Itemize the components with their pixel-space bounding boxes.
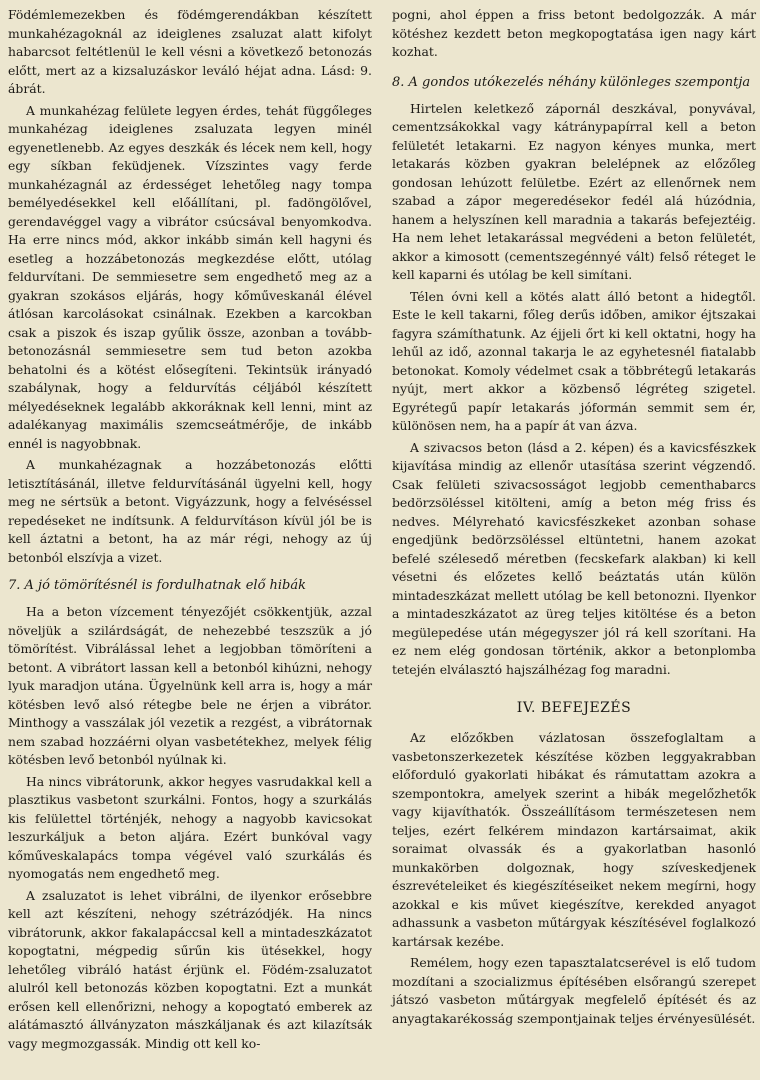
paragraph: Födémlemezekben és födémgerendákban készített munkahézagoknál az ideiglenes zsaluzat alatt kifolyt habarcsot feltétlenül le kell vésni a következő betonozás előtt, mert az a kizsaluzáskor leváló héjat adna. Lásd: 9. ábrát. — [8, 7, 372, 96]
right-column — [392, 6, 756, 1080]
paragraph: Hirtelen keletkező zápornál deszkával, ponyvával, cementzsákokkal vagy kátránypapírral kell a beton felületét letakarni. Ez nagyon kényes munka, mert letakarás közben gyakran belelépnek az előzőleg gondosan lehúzott felületbe. Ezért az ellenőrnek nem szabad a zápor megeredésekor fedél alá húzódnia, hanem a helyszínen kell maradnia a takarás befejeztéig. Ha nem lehet letakarással megvédeni a beton felületét, akkor a kimosott (cementszegénnyé vált) felső réteget le kell kaparni és utólag be kell simítani. — [392, 100, 756, 282]
section-heading-8: 8. A gondos utókezelés néhány különleges szempontja — [392, 74, 751, 90]
paragraph: Remélem, hogy ezen tapasztalatcserével is elő tudom mozdítani a szocializmus építésében elsőrangú szerepet játszó vasbeton műtárgyak megfelelő építését és az anyagtakarékosság szempontjainak teljes érvényesülését. — [392, 955, 756, 1026]
chapter-heading: IV. BEFEJEZÉS — [516, 700, 632, 716]
paragraph: Az előzőkben vázlatosan összefoglaltam a vasbetonszerkezetek készítése közben leggyakrabban előforduló gyakorlati hibákat és rámutattam azokra a szempontokra, amelyek szerint a hibák megelőzhetők vagy kijavíthatók. Összeállításom természetesen nem teljes, ezért felkérem mindazon kartársaimat, akik soraimat olvassák és a gyakorlatban hasonló munkakörben dolgoznak, hogy szíveskedjenek észrevételeiket és kiegészítéseiket nekem megírni, hogy azokkal e kis művet kiegészítve, kerekded anyagot adhassunk a vasbeton műtárgyak készítésével foglalkozó kartársak kezébe. — [392, 730, 756, 949]
paragraph: pogni, ahol éppen a friss betont bedolgozzák. A már kötéshez kezdett beton megkopogtatása igen nagy kárt kozhat. — [392, 7, 756, 59]
section-heading-7: 7. A jó tömörítésnél is fordulhatnak elő hibák — [8, 578, 307, 593]
paragraph: A munkahézagnak a hozzábetonozás előtti letisztításánál, illetve feldurvításánál ügyelni kell, hogy meg ne sértsük a betont. Vigyázzunk, hogy a felvéséssel repedéseket ne indítsunk. A feldurvításon kívül jól be is kell áztatni a betont, ha az már régi, nehogy az új betonból elszívja a vizet. — [8, 457, 372, 565]
paragraph: A zsaluzatot is lehet vibrálni, de ilyenkor erősebbre kell azt készíteni, nehogy szétrázódjék. Ha nincs vibrátorunk, akkor fakalapáccsal kell a mintadeszkázatot kopogtatni, mégpedig sűrűn kis ütésekkel, hogy lehetőleg vibráló hatást érjünk el. Födém-zsaluzatot alulról kell betonozás közben kopogtatni. Ezt a munkát erősen kell ellenőrizni, nehogy a kopogtató emberek az alátámasztó állványzaton mászkáljanak és azt kilazítsák vagy megmozgassák. Mindig ott kell ko- — [8, 887, 372, 1051]
left-column — [8, 6, 372, 1080]
paragraph: A szivacsos beton (lásd a 2. képen) és a kavicsfészkek kijavítása mindig az ellenőr utasítása szerint végzendő. Csak felületi szivacsosságot legjobb cementhabarcs bedörzsöléssel kitölteni, amíg a beton még friss és nedves. Mélyreható kavicsfészkeket azonban sohase engedjünk bedörzsöléssel eltüntetni, hanem azokat befelé szélesedő méretben (fecskefark alakban) ki kell vésetni és előzetes kellő beáztatás után külön mintadeszkázat mellett utólag be kell betonozni. Ilyenkor a mintadeszkázatot az üreg teljes kitöltése és a beton megülepedése után mégegyszer jól rá kell szorítani. Ha ez nem elég gondosan történik, akkor a betonplomba tetején elválasztó hajszálhézag fog maradni. — [392, 439, 756, 677]
paragraph: Télen óvni kell a kötés alatt álló betont a hidegtől. Este le kell takarni, főleg derűs időben, amikor éjtszakai fagyra számíthatunk. Az éjjeli őrt ki kell oktatni, hogy ha lehűl az idő, azonnal takarja le az egyhetesnél fiatalabb betonokat. Komoly védelmet csak a többrétegű letakarás nyújt, mert akkor a közbenső légréteg szigetel. Egyrétegű papír letakarás jóformán semmit sem ér, különösen nem, ha a papír át van ázva. — [392, 288, 756, 433]
paragraph: A munkahézag felülete legyen érdes, tehát függőleges munkahézag ideiglenes zsaluzata legyen minél egyenetlenebb. Az egyes deszkák és lécek nem kell, hogy egy síkban feküdjenek. Vízszintes vagy ferde munkahézagnál az érdességet lehetőleg nagy tompa bemélyedésekkel kell előállítani, pl. fadöngölővel, gerendavéggel vagy a vibrátor csúcsával benyomkodva. Ha erre nincs mód, akkor inkább simán kell hagyni és esetleg a hozzábetonozás megkezdése előtt, utólag feldurvítani. De semmiesetre sem engedhető meg az a gyakran szokásos eljárás, hogy kőműveskanál élével átlósan karcolásokat csinálnak. Ezekben a karcokban csak a piszok és iszap gyűlik össze, azonban a tovább-betonozásnál semmiesetre sem tud beton azokba behatolni és a kötést elősegíteni. Tekintsük irányadó szabálynak, hogy a feldurvítás céljából készített mélyedéseknek legalább akkoráknak kell lenni, mint az adalékanyag maximális szemcseátmérője, de inkább ennél is nagyobbnak. — [8, 102, 372, 451]
paragraph: Ha a beton vízcement tényezőjét csökkentjük, azzal növeljük a szilárdságát, de nehezebbé teszszük a jó tömörítést. Vibrálással lehet a legjobban tömöríteni a betont. A vibrátort lassan kell a betonból kihúzni, nehogy lyuk maradjon utána. Ügyelnünk kell arra is, hogy a már kötésben levő alsó rétegbe bele ne érjen a vibrátor. Minthogy a vasszálak jól vezetik a rezgést, a vibrátornak nem szabad hozzáérni olyan vasbetétekhez, melyek félig kötésben levő betonból nyúlnak ki. — [8, 604, 372, 767]
paragraph: Ha nincs vibrátorunk, akkor hegyes vasrudakkal kell a plasztikus vasbetont szurkálni. Fontos, hogy a szurkálás kis felülettel történjék, nehogy a nagyobb kavicsokat leszurkáljuk a beton aljára. Ezért bunkóval vagy kőműveskalapács tompa végével való szurkálás és nyomogatás nem engedhető meg. — [8, 773, 372, 881]
